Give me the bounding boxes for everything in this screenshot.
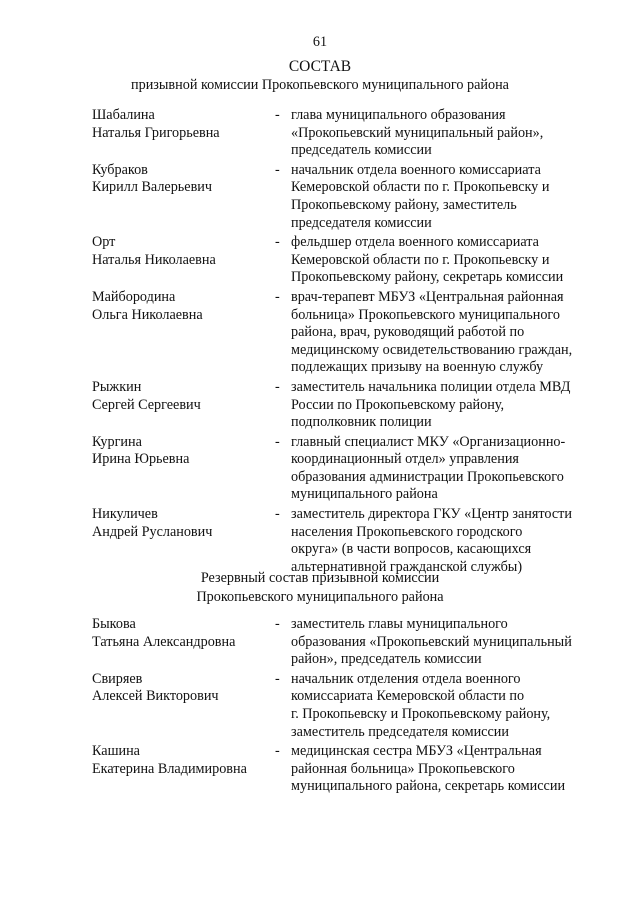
member-row	[92, 616, 612, 669]
member-name: Никуличев Андрей Русланович	[92, 506, 213, 540]
member-row	[92, 234, 612, 287]
member-row	[92, 434, 612, 504]
document-subtitle: призывной комиссии Прокопьевского муниципального района	[131, 77, 509, 93]
member-name: Быкова Татьяна Александровна	[92, 616, 236, 650]
separator-dash: -	[275, 743, 280, 760]
commission-members	[92, 107, 612, 578]
separator-dash: -	[275, 670, 280, 687]
member-name: Кургина Ирина Юрьевна	[92, 433, 190, 468]
separator-dash: -	[275, 506, 280, 523]
member-role: фельдшер отдела военного комиссариата Кемеровской области по г. Прокопьевску и Прокопьевскому району, секретарь комиссии	[291, 234, 564, 286]
member-role: заместитель главы муниципального образования «Прокопьевский муниципальный район», председатель комиссии	[291, 616, 572, 668]
reserve-heading: Резервный состав призывной комиссии Прокопьевского муниципального района	[196, 570, 444, 605]
separator-dash: -	[275, 234, 280, 251]
member-name: Шабалина Наталья Григорьевна	[92, 107, 220, 141]
separator-dash: -	[275, 288, 280, 305]
member-name: Майбородина Ольга Николаевна	[92, 288, 203, 323]
member-name: Кубраков Кирилл Валерьевич	[92, 161, 212, 196]
member-row	[92, 162, 612, 232]
member-row	[92, 379, 612, 432]
reserve-members	[92, 616, 612, 798]
member-name: Кашина Екатерина Владимировна	[92, 743, 247, 777]
separator-dash: -	[275, 616, 280, 632]
member-role: главный специалист МКУ «Организационно- координационный отдел» управления образования администрации Прокопьевского муниципального района	[291, 433, 566, 503]
member-name: Свиряев Алексей Викторович	[92, 670, 219, 705]
member-row	[92, 506, 612, 576]
member-row	[92, 671, 612, 741]
separator-dash: -	[275, 107, 280, 123]
member-role: заместитель директора ГКУ «Центр занятости населения Прокопьевского городского округа» (в части вопросов, касающихся альтернативной гражданской службы)	[291, 506, 572, 575]
separator-dash: -	[275, 433, 280, 450]
member-role: начальник отдела военного комиссариата Кемеровской области по г. Прокопьевску и Прокопьевскому району, заместитель председателя комиссии	[291, 161, 550, 231]
member-role: глава муниципального образования «Прокопьевский муниципальный район», председатель комиссии	[291, 107, 544, 159]
member-name: Орт Наталья Николаевна	[92, 234, 216, 268]
member-role: врач-терапевт МБУЗ «Центральная районная больница» Прокопьевского муниципального района, врач, руководящий работой по медицинскому освидетельствованию граждан, подлежащих призыву на военную службу	[291, 288, 573, 376]
member-name: Рыжкин Сергей Сергеевич	[92, 378, 201, 413]
separator-dash: -	[275, 378, 280, 395]
member-role: медицинская сестра МБУЗ «Центральная районная больница» Прокопьевского муниципального района, секретарь комиссии	[291, 743, 566, 795]
member-row	[92, 743, 612, 796]
member-role: заместитель начальника полиции отдела МВД России по Прокопьевскому району, подполковник полиции	[291, 378, 571, 431]
member-role: начальник отделения отдела военного комиссариата Кемеровской области по г. Прокопьевску и Прокопьевскому району, заместитель председателя комиссии	[291, 670, 551, 740]
document-title: СОСТАВ	[288, 58, 352, 75]
page-number: 61	[312, 34, 328, 50]
member-row	[92, 107, 612, 160]
separator-dash: -	[275, 161, 280, 178]
member-row	[92, 289, 612, 377]
